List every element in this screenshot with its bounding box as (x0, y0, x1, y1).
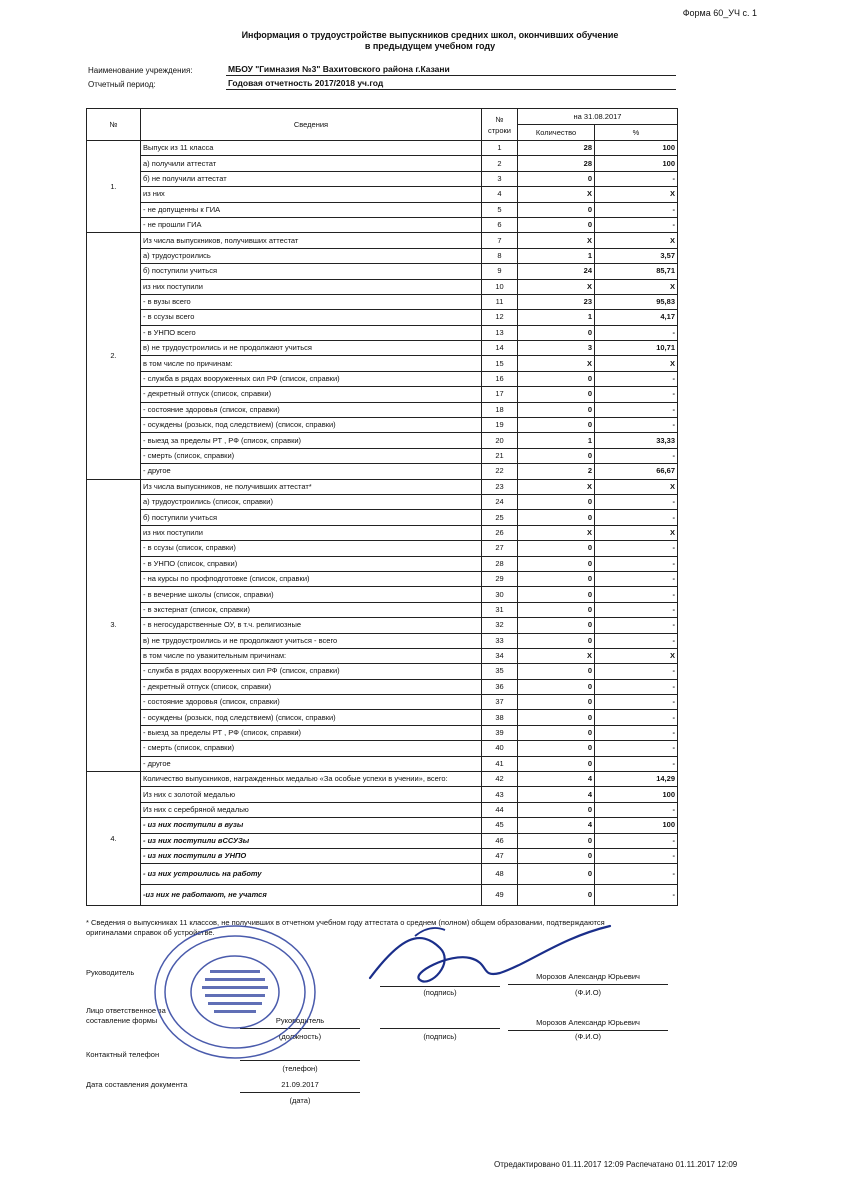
table-row (87, 141, 678, 156)
table-row (87, 679, 678, 694)
row-number: 18 (482, 402, 518, 417)
row-label: б) поступили учиться (141, 510, 482, 525)
row-percent: - (595, 571, 678, 586)
row-label: - состояние здоровья (список, справки) (141, 402, 482, 417)
resp-fio-caption: (Ф.И.О) (574, 1032, 602, 1041)
row-percent: X (595, 479, 678, 494)
row-label: в) не трудоустроились и не продолжают учиться (141, 341, 482, 356)
row-label: - из них поступили в вузы (141, 818, 482, 833)
row-quantity: 0 (518, 602, 595, 617)
row-percent: - (595, 885, 678, 906)
row-label: - другое (141, 464, 482, 479)
row-label: - в экстернат (список, справки) (141, 602, 482, 617)
row-number: 39 (482, 725, 518, 740)
row-percent: X (595, 279, 678, 294)
form-code: Форма 60_УЧ с. 1 (682, 8, 757, 18)
row-percent: - (595, 741, 678, 756)
row-label: - декретный отпуск (список, справки) (141, 387, 482, 402)
row-quantity: 0 (518, 571, 595, 586)
row-number: 34 (482, 648, 518, 663)
footer-meta: Отредактировано 01.11.2017 12:09 Распечатано 01.11.2017 12:09 (494, 1160, 738, 1169)
table-row (87, 541, 678, 556)
row-number: 12 (482, 310, 518, 325)
table-row (87, 571, 678, 586)
row-percent: 33,33 (595, 433, 678, 448)
row-number: 9 (482, 264, 518, 279)
footnote: * Сведения о выпускниках 11 классов, не получивших в отчетном учебном году аттестата о среднем (полном) общем образовании, подтверждаются оригиналами справок об устройстве. (86, 918, 605, 937)
row-quantity: 0 (518, 418, 595, 433)
head-label: Руководитель (86, 968, 135, 977)
row-label: - осуждены (розыск, под следствием) (список, справки) (141, 710, 482, 725)
head-name: Морозов Александр Юрьевич (536, 972, 640, 981)
row-percent: - (595, 402, 678, 417)
row-number: 30 (482, 587, 518, 602)
row-label: из них поступили (141, 279, 482, 294)
row-quantity: 24 (518, 264, 595, 279)
row-quantity: 0 (518, 217, 595, 232)
row-number: 48 (482, 864, 518, 885)
table-row (87, 772, 678, 787)
row-label: - в ссузы (список, справки) (141, 541, 482, 556)
table-row (87, 510, 678, 525)
table-row (87, 264, 678, 279)
table-row (87, 294, 678, 309)
row-percent: - (595, 618, 678, 633)
row-percent: 100 (595, 141, 678, 156)
header-pct: % (595, 125, 678, 141)
row-quantity: 28 (518, 141, 595, 156)
row-label: из них (141, 187, 482, 202)
table-row (87, 187, 678, 202)
row-label: - служба в рядах вооруженных сил РФ (список, справки) (141, 664, 482, 679)
row-quantity: 1 (518, 248, 595, 263)
row-percent: 100 (595, 787, 678, 802)
row-number: 43 (482, 787, 518, 802)
row-label: - в негосударственные ОУ, в т.ч. религиозные (141, 618, 482, 633)
row-percent: - (595, 510, 678, 525)
row-percent: - (595, 725, 678, 740)
row-number: 23 (482, 479, 518, 494)
section-number: 1. (87, 141, 141, 233)
row-percent: - (595, 325, 678, 340)
row-number: 33 (482, 633, 518, 648)
row-label: - не допущенны к ГИА (141, 202, 482, 217)
section-number: 2. (87, 233, 141, 479)
row-number: 1 (482, 141, 518, 156)
row-label: б) поступили учиться (141, 264, 482, 279)
row-quantity: 0 (518, 171, 595, 186)
section-number: 3. (87, 479, 141, 771)
row-percent: 100 (595, 818, 678, 833)
row-label: Из них с золотой медалью (141, 787, 482, 802)
row-label: - смерть (список, справки) (141, 448, 482, 463)
head-fio-caption: (Ф.И.О) (574, 988, 602, 997)
row-number: 35 (482, 664, 518, 679)
row-percent: 95,83 (595, 294, 678, 309)
row-quantity: 0 (518, 387, 595, 402)
row-quantity: X (518, 356, 595, 371)
row-label: из них поступили (141, 525, 482, 540)
row-label: Выпуск из 11 класса (141, 141, 482, 156)
table-row (87, 556, 678, 571)
row-label: - другое (141, 756, 482, 771)
row-percent: - (595, 541, 678, 556)
row-number: 15 (482, 356, 518, 371)
row-quantity: 0 (518, 710, 595, 725)
row-label: - служба в рядах вооруженных сил РФ (список, справки) (141, 371, 482, 386)
table-row (87, 402, 678, 417)
row-percent: - (595, 848, 678, 863)
row-quantity: 1 (518, 310, 595, 325)
table-row (87, 833, 678, 848)
row-number: 40 (482, 741, 518, 756)
table-row (87, 802, 678, 817)
row-label: - декретный отпуск (список, справки) (141, 679, 482, 694)
row-number: 31 (482, 602, 518, 617)
title-line-1: Информация о трудоустройстве выпускников средних школ, окончивших обучение (241, 30, 619, 40)
row-percent: - (595, 695, 678, 710)
table-row (87, 217, 678, 232)
row-quantity: 0 (518, 885, 595, 906)
official-stamp (150, 922, 320, 1062)
row-number: 41 (482, 756, 518, 771)
row-percent: - (595, 418, 678, 433)
table-row (87, 433, 678, 448)
table-row (87, 279, 678, 294)
table-row (87, 233, 678, 248)
row-percent: 10,71 (595, 341, 678, 356)
row-number: 11 (482, 294, 518, 309)
row-percent: - (595, 664, 678, 679)
row-quantity: 0 (518, 864, 595, 885)
row-quantity: X (518, 233, 595, 248)
table-row (87, 464, 678, 479)
row-percent: - (595, 633, 678, 648)
row-quantity: 0 (518, 633, 595, 648)
row-number: 25 (482, 510, 518, 525)
row-number: 44 (482, 802, 518, 817)
head-podpis-caption: (подпись) (423, 988, 457, 997)
table-row (87, 725, 678, 740)
table-row (87, 864, 678, 885)
header-info: Сведения (141, 109, 482, 141)
table-row (87, 479, 678, 494)
row-quantity: 0 (518, 448, 595, 463)
header-qty: Количество (518, 125, 595, 141)
row-label: в том числе по уважительным причинам: (141, 648, 482, 663)
table-row (87, 341, 678, 356)
table-row (87, 156, 678, 171)
row-quantity: 0 (518, 541, 595, 556)
table-row (87, 587, 678, 602)
date-value: 21.09.2017 (281, 1080, 319, 1089)
header-row-no-2: строки (488, 125, 511, 135)
row-percent: - (595, 202, 678, 217)
row-quantity: 1 (518, 433, 595, 448)
row-percent: - (595, 802, 678, 817)
row-quantity: 0 (518, 833, 595, 848)
row-number: 2 (482, 156, 518, 171)
row-label: - из них устроились на работу (141, 864, 482, 885)
table-row (87, 371, 678, 386)
row-number: 46 (482, 833, 518, 848)
row-percent: - (595, 864, 678, 885)
row-label: - выезд за пределы РТ , РФ (список, справки) (141, 725, 482, 740)
row-quantity: 0 (518, 741, 595, 756)
row-label: - из них поступили вССУЗы (141, 833, 482, 848)
row-quantity: X (518, 648, 595, 663)
table-row (87, 848, 678, 863)
row-quantity: 0 (518, 402, 595, 417)
row-number: 38 (482, 710, 518, 725)
row-quantity: 3 (518, 341, 595, 356)
row-label: - в вечерние школы (список, справки) (141, 587, 482, 602)
table-row (87, 248, 678, 263)
row-percent: 85,71 (595, 264, 678, 279)
row-number: 8 (482, 248, 518, 263)
row-number: 32 (482, 618, 518, 633)
row-number: 6 (482, 217, 518, 232)
table-row (87, 818, 678, 833)
resp-label-2: составление формы (86, 1016, 158, 1025)
row-number: 10 (482, 279, 518, 294)
row-quantity: 0 (518, 756, 595, 771)
table-row (87, 741, 678, 756)
row-quantity: 23 (518, 294, 595, 309)
phone-label: Контактный телефон (86, 1050, 160, 1059)
row-number: 13 (482, 325, 518, 340)
table-row (87, 885, 678, 906)
header-date: на 31.08.2017 (518, 109, 678, 125)
row-number: 21 (482, 448, 518, 463)
row-label: - смерть (список, справки) (141, 741, 482, 756)
row-percent: 4,17 (595, 310, 678, 325)
row-number: 47 (482, 848, 518, 863)
row-quantity: 0 (518, 587, 595, 602)
table-row (87, 325, 678, 340)
date-caption: (дата) (289, 1096, 311, 1105)
phone-caption: (телефон) (282, 1064, 318, 1073)
row-number: 45 (482, 818, 518, 833)
table-row (87, 418, 678, 433)
institution-value: МБОУ "Гимназия №3" Вахитовского района г.Казани (226, 64, 676, 76)
row-label: - в ссузы всего (141, 310, 482, 325)
institution-label: Наименование учреждения: (88, 66, 193, 75)
header-row-no (482, 109, 518, 141)
resp-podpis-caption: (подпись) (423, 1032, 457, 1041)
document-title (150, 30, 710, 52)
row-number: 29 (482, 571, 518, 586)
row-number: 26 (482, 525, 518, 540)
row-percent: - (595, 587, 678, 602)
row-quantity: 0 (518, 679, 595, 694)
row-percent: 14,29 (595, 772, 678, 787)
resp-name: Морозов Александр Юрьевич (536, 1018, 640, 1027)
row-percent: X (595, 187, 678, 202)
row-label: - состояние здоровья (список, справки) (141, 695, 482, 710)
table-row (87, 633, 678, 648)
row-percent: 100 (595, 156, 678, 171)
date-line (240, 1082, 360, 1093)
header-row-no-1: № (495, 114, 504, 124)
table-row (87, 310, 678, 325)
header-no: № (87, 109, 141, 141)
row-quantity: 0 (518, 725, 595, 740)
row-label: - в УНПО всего (141, 325, 482, 340)
row-percent: - (595, 171, 678, 186)
table-row (87, 494, 678, 509)
table-row (87, 602, 678, 617)
row-label: в) не трудоустроились и не продолжают учиться - всего (141, 633, 482, 648)
table-row (87, 202, 678, 217)
row-quantity: 0 (518, 556, 595, 571)
row-quantity: X (518, 279, 595, 294)
row-percent: - (595, 602, 678, 617)
table-row (87, 618, 678, 633)
row-quantity: 0 (518, 494, 595, 509)
row-quantity: 2 (518, 464, 595, 479)
row-percent: X (595, 356, 678, 371)
row-quantity: 0 (518, 695, 595, 710)
row-percent: - (595, 756, 678, 771)
row-label: Из числа выпускников, получивших аттестат (141, 233, 482, 248)
row-label: - из них поступили в УНПО (141, 848, 482, 863)
row-label: - осуждены (розыск, под следствием) (список, справки) (141, 418, 482, 433)
employment-table (86, 108, 678, 906)
table-row (87, 171, 678, 186)
row-number: 3 (482, 171, 518, 186)
row-percent: - (595, 448, 678, 463)
row-label: - на курсы по профподготовке (список, справки) (141, 571, 482, 586)
row-percent: X (595, 525, 678, 540)
date-label: Дата составления документа (86, 1080, 188, 1089)
period-value: Годовая отчетность 2017/2018 уч.год (226, 78, 676, 90)
title-line-2: в предыдущем учебном году (364, 41, 496, 51)
row-label: Из числа выпускников, не получивших аттестат* (141, 479, 482, 494)
table-row (87, 525, 678, 540)
table-row (87, 787, 678, 802)
row-number: 42 (482, 772, 518, 787)
row-quantity: 0 (518, 510, 595, 525)
row-quantity: X (518, 525, 595, 540)
row-percent: 3,57 (595, 248, 678, 263)
row-label: -из них не работают, не учатся (141, 885, 482, 906)
row-quantity: 0 (518, 202, 595, 217)
row-label: Из них с серебряной медалью (141, 802, 482, 817)
row-quantity: X (518, 479, 595, 494)
section-number: 4. (87, 772, 141, 906)
row-number: 20 (482, 433, 518, 448)
table-row (87, 387, 678, 402)
row-number: 22 (482, 464, 518, 479)
row-percent: - (595, 556, 678, 571)
row-number: 14 (482, 341, 518, 356)
row-quantity: 4 (518, 772, 595, 787)
row-percent: - (595, 833, 678, 848)
resp-signature-line (380, 1018, 500, 1029)
row-quantity: 0 (518, 848, 595, 863)
row-number: 49 (482, 885, 518, 906)
row-percent: - (595, 371, 678, 386)
row-label: Количество выпускников, награжденных медалью «За особые успехи в учении», всего: (141, 772, 482, 787)
table-row (87, 710, 678, 725)
row-label: - не прошли ГИА (141, 217, 482, 232)
row-quantity: 4 (518, 818, 595, 833)
row-quantity: 0 (518, 618, 595, 633)
row-quantity: 0 (518, 325, 595, 340)
table-row (87, 664, 678, 679)
row-percent: X (595, 233, 678, 248)
table-row (87, 448, 678, 463)
row-number: 27 (482, 541, 518, 556)
row-quantity: 4 (518, 787, 595, 802)
row-number: 36 (482, 679, 518, 694)
row-number: 24 (482, 494, 518, 509)
row-quantity: X (518, 187, 595, 202)
row-label: - в УНПО (список, справки) (141, 556, 482, 571)
table-row (87, 356, 678, 371)
row-percent: - (595, 679, 678, 694)
row-label: в том числе по причинам: (141, 356, 482, 371)
row-percent: 66,67 (595, 464, 678, 479)
resp-name-line (508, 1020, 668, 1031)
row-percent: - (595, 217, 678, 232)
row-quantity: 28 (518, 156, 595, 171)
row-percent: X (595, 648, 678, 663)
row-number: 7 (482, 233, 518, 248)
row-number: 37 (482, 695, 518, 710)
row-number: 4 (482, 187, 518, 202)
row-quantity: 0 (518, 664, 595, 679)
signature-scribble (360, 918, 620, 998)
row-number: 16 (482, 371, 518, 386)
row-quantity: 0 (518, 371, 595, 386)
table-row (87, 695, 678, 710)
row-label: а) получили аттестат (141, 156, 482, 171)
period-label: Отчетный период: (88, 80, 156, 89)
resp-dolzhnost-caption: (должность) (278, 1032, 322, 1041)
row-label: - выезд за пределы РТ , РФ (список, справки) (141, 433, 482, 448)
row-percent: - (595, 387, 678, 402)
row-label: а) трудоустроились (141, 248, 482, 263)
table-row (87, 756, 678, 771)
row-label: б) не получили аттестат (141, 171, 482, 186)
row-label: - в вузы всего (141, 294, 482, 309)
row-percent: - (595, 710, 678, 725)
row-percent: - (595, 494, 678, 509)
row-number: 19 (482, 418, 518, 433)
table-row (87, 648, 678, 663)
resp-label-1: Лицо ответственное за (86, 1006, 166, 1015)
row-number: 5 (482, 202, 518, 217)
row-label: а) трудоустроились (список, справки) (141, 494, 482, 509)
row-number: 28 (482, 556, 518, 571)
row-number: 17 (482, 387, 518, 402)
row-quantity: 0 (518, 802, 595, 817)
resp-position: Руководитель (275, 1016, 325, 1025)
